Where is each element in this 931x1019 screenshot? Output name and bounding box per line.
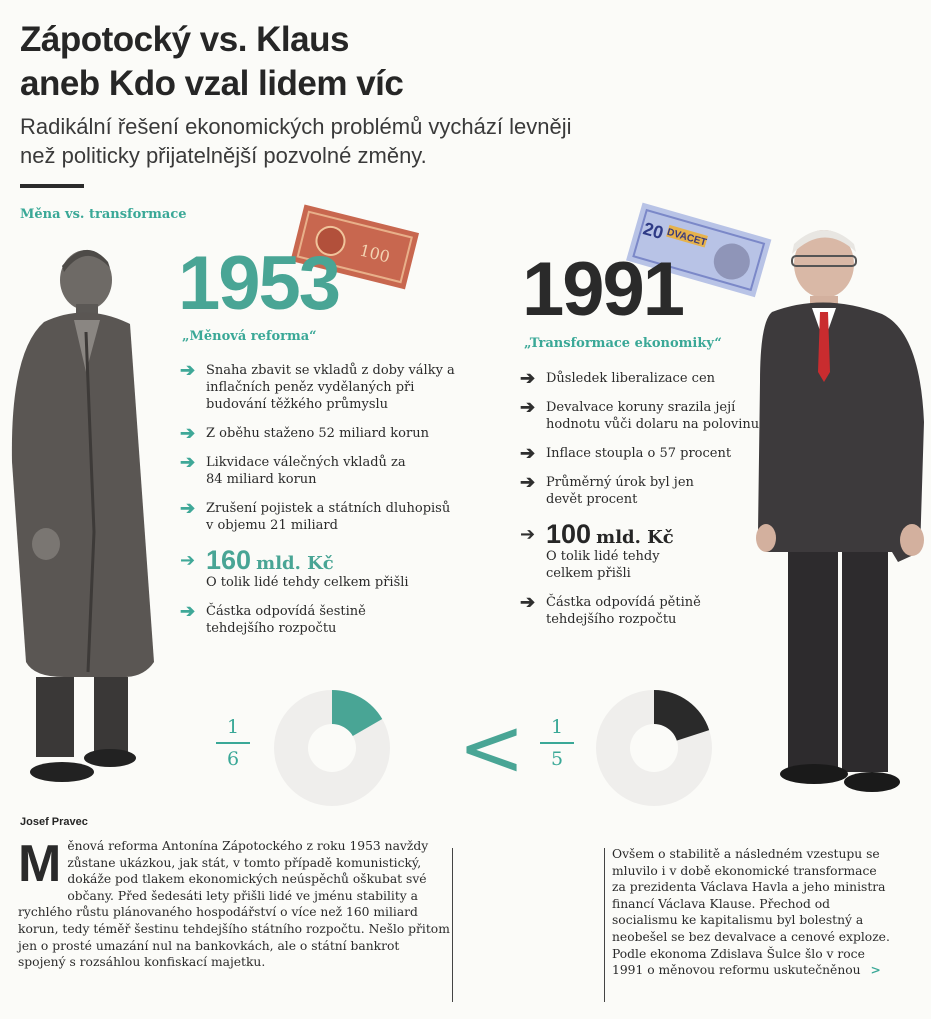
left-facts [180, 362, 470, 649]
arrow-icon: ➔ [180, 360, 196, 381]
article-right-text: Ovšem o stabilitě a následném vzestupu se mluvilo i v době ekonomické transformace za prezidenta Václava Havla a jeho ministra financí Václava Klause. Přechod od socialismu ke kapitalismu byl bolestný a neobešel se bez devalvace a cenové exploze. Podle ekonoma Zdislava Šulce šlo v roce 1991 o měnovou reformu uskutečněnou [612, 847, 890, 978]
reform-label-right: „Transformace ekonomiky“ [524, 336, 722, 351]
big-number: 160 [206, 545, 252, 575]
big-number: 100 [546, 519, 592, 549]
fact-text: Částka odpovídá pětině tehdejšího rozpočtu [546, 595, 701, 627]
subheadline-line-1: Radikální řešení ekonomických problémů vychází levněji [20, 114, 572, 139]
big-figure-right [520, 520, 810, 582]
subheadline-line-2: než politicky přijatelnější pozvolné změny. [20, 143, 427, 168]
fact-text: Průměrný úrok byl jen devět procent [546, 475, 694, 507]
fact-text: Z oběhu staženo 52 miliard korun [206, 426, 429, 441]
fact-item [180, 500, 460, 534]
fact-item [520, 594, 740, 628]
arrow-icon: ➔ [520, 524, 536, 545]
big-sub: O tolik lidé tehdy celkem přišli [546, 549, 660, 581]
fact-item [520, 474, 730, 508]
fact-item [180, 425, 470, 442]
pie-right [592, 686, 716, 810]
big-figure-block [206, 546, 409, 591]
section-label: Měna vs. transformace [20, 207, 187, 222]
fact-text: Likvidace válečných vkladů za 84 miliard korun [206, 455, 406, 487]
arrow-icon: ➔ [180, 498, 196, 519]
banknote-1991-value: 20 [640, 218, 666, 244]
fraction-numerator: 1 [550, 716, 564, 738]
arrow-icon: ➔ [520, 443, 536, 464]
year-1991: 1991 [522, 247, 684, 332]
reform-label-left: „Měnová reforma“ [182, 329, 317, 344]
arrow-icon: ➔ [180, 550, 196, 571]
arrow-icon: ➔ [520, 592, 536, 613]
article-left-text: ěnová reforma Antonína Zápotockého z roku 1953 navždy zůstane ukázkou, jak stát, v tomto případě komunistický, dokáže pod tlakem ekonomických neúspěchů oškubat své občany. Před šedesáti lety přišli lidé ve jménu stability a rychlého růstu plánovaného hospodářství o více než 160 miliard korun, tedy téměř šestinu tehdejšího státního rozpočtu. Nešlo přitom jen o prosté umazání nul na bankovkách, ale o státní bankrot spojený s rozsáhlou konfiskací majetku. [18, 839, 450, 970]
big-figure-block [546, 520, 696, 582]
arrow-icon: ➔ [520, 368, 536, 389]
arrow-icon: ➔ [520, 397, 536, 418]
right-facts [520, 370, 810, 640]
fact-item [180, 362, 460, 413]
arrow-icon: ➔ [180, 601, 196, 622]
zapotocky-photo [4, 232, 174, 792]
dropcap: M [18, 835, 62, 893]
headline-line-2: aneb Kdo vzal lidem víc [20, 64, 404, 103]
fact-text: Snaha zbavit se vkladů z doby války a inflačních peněz vydělaných při budování těžkého průmyslu [206, 363, 455, 412]
year-1953: 1953 [178, 241, 340, 326]
banknote-1953-value: 100 [357, 240, 392, 267]
author-byline: Josef Pravec [20, 816, 88, 828]
subheadline [20, 112, 640, 170]
banknote-1991-word: DVACET [665, 226, 708, 249]
pie-left [270, 686, 394, 810]
fraction-right [540, 716, 574, 770]
fact-item [520, 370, 810, 387]
arrow-icon: ➔ [520, 472, 536, 493]
headline-line-1: Zápotocký vs. Klaus [20, 20, 349, 59]
big-sub: O tolik lidé tehdy celkem přišli [206, 575, 409, 590]
fact-item [520, 399, 760, 433]
article-column-right [612, 846, 894, 979]
fraction-denominator: 6 [226, 748, 240, 770]
fact-item [180, 603, 420, 637]
comparison-symbol: < [458, 701, 526, 794]
arrow-icon: ➔ [180, 423, 196, 444]
column-rule-right [604, 848, 605, 1002]
fact-item [520, 445, 810, 462]
big-unit: mld. Kč [256, 553, 334, 574]
article-column-left [18, 835, 450, 971]
fraction-denominator: 5 [550, 748, 564, 770]
fraction-numerator: 1 [226, 716, 240, 738]
header-rule [20, 184, 84, 188]
arrow-icon: ➔ [180, 452, 196, 473]
big-figure-left [180, 546, 470, 591]
continue-arrow-icon[interactable]: > [870, 962, 881, 978]
fact-text: Důsledek liberalizace cen [546, 371, 716, 386]
fact-text: Devalvace koruny srazila její hodnotu vůči dolaru na polovinu [546, 400, 760, 432]
fraction-left [216, 716, 250, 770]
big-unit: mld. Kč [596, 527, 674, 548]
fact-text: Zrušení pojistek a státních dluhopisů v objemu 21 miliard [206, 501, 451, 533]
fact-item [180, 454, 420, 488]
headline [20, 18, 403, 106]
fact-text: Částka odpovídá šestině tehdejšího rozpočtu [206, 604, 366, 636]
fact-text: Inflace stoupla o 57 procent [546, 446, 732, 461]
column-rule-left [452, 848, 453, 1002]
